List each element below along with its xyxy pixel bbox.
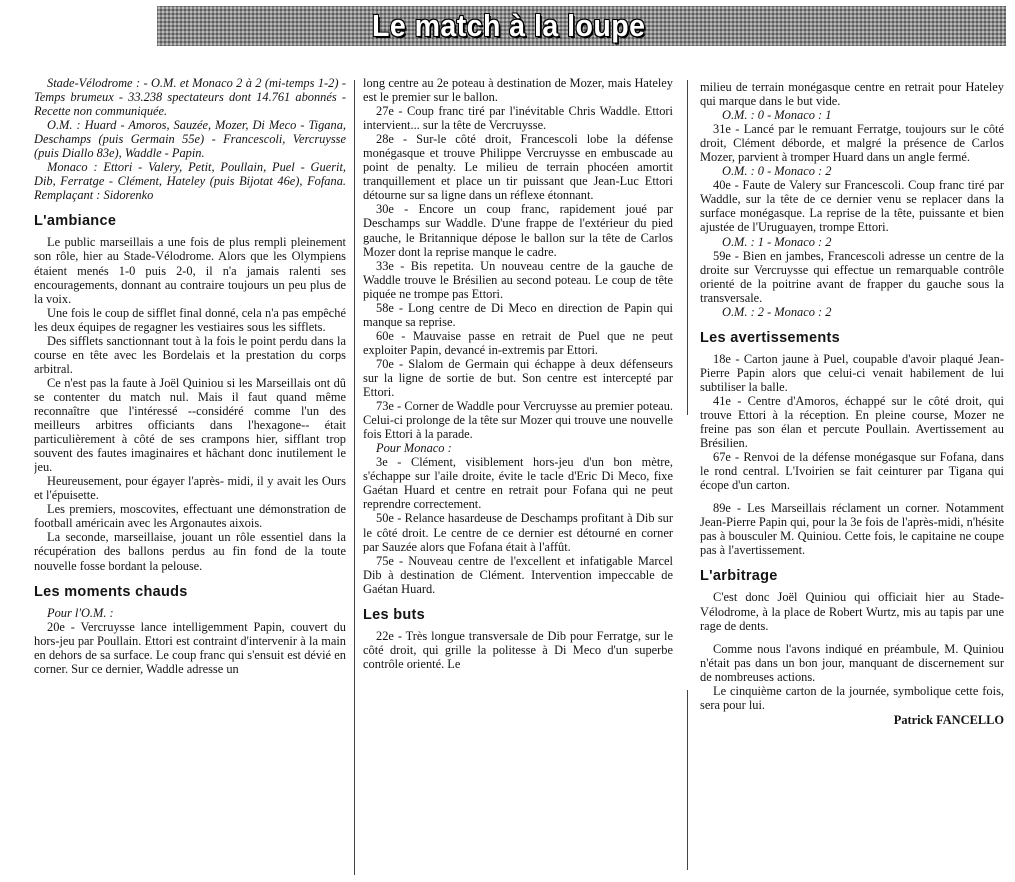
paragraph: 67e - Renvoi de la défense monégasque sur Fofana, dans le rond central. L'Ivoirien se fait ceinturer par Tigana qui écope d'un carton. — [700, 450, 1004, 493]
column-2 — [363, 76, 673, 876]
paragraph: C'est donc Joël Quiniou qui officiait hier au Stade-Vélodrome, à la place de Robert Wurtz, mis au tapis par une rage de dents. — [700, 590, 1004, 633]
subheading: Pour Monaco : — [376, 441, 452, 456]
paragraph: Les premiers, moscovites, effectuant une démonstration de football américain avec les Argonautes aixois. — [34, 502, 346, 531]
score-line: O.M. : 0 - Monaco : 2 — [722, 164, 832, 179]
paragraph: 31e - Lancé par le remuant Ferratge, toujours sur le côté droit, Clément déborde, et malgré la présence de Carlos Mozer, parvient à tromper Huard dans un angle fermé. — [700, 122, 1004, 165]
paragraph: 60e - Mauvaise passe en retrait de Puel que ne peut exploiter Papin, devancé in-extremis par Ettori. — [363, 328, 673, 357]
paragraph: 18e - Carton jaune à Puel, coupable d'avoir plaqué Jean-Pierre Papin alors que celui-ci venait habilement de lui subtiliser la balle. — [700, 351, 1004, 394]
paragraph: 58e - Long centre de Di Meco en direction de Papin qui manque sa reprise. — [363, 300, 673, 329]
paragraph: Le cinquième carton de la journée, symbolique cette fois, sera pour lui. — [700, 683, 1004, 712]
paragraph: La seconde, marseillaise, jouant un rôle essentiel dans la récupération des ballons perdus au fin fond de la toute nouvelle fosse bordant la pelouse. — [34, 530, 346, 573]
column-divider — [687, 690, 688, 870]
paragraph: 73e - Corner de Waddle pour Vercruysse au premier poteau. Celui-ci prolonge de la tête sur Mozer qui trouve une nouvelle fois Ettori à la parade. — [363, 399, 673, 442]
paragraph: 89e - Les Marseillais réclament un corner. Notamment Jean-Pierre Papin qui, pour la 3e fois de l'après-midi, n'hésite pas à bousculer M. Quiniou. Cette fois, le capitaine ne coupe pas à l'avertissement. — [700, 501, 1004, 558]
paragraph: milieu de terrain monégasque centre en retrait pour Hateley qui marque dans le but vide. — [700, 80, 1004, 109]
paragraph: 3e - Clément, visiblement hors-jeu d'un bon mètre, s'échappe sur l'aile droite, évite le tacle d'Eric Di Meco, fixe Gaétan Huard et centre en retrait pour Fofana qui ne peut reprendre correctement. — [363, 455, 673, 512]
column-divider — [354, 80, 355, 875]
paragraph: 27e - Coup franc tiré par l'inévitable Chris Waddle. Ettori intervient... sur la tête de Vercruysse. — [363, 104, 673, 133]
section-heading-avertissements: Les avertissements — [700, 329, 841, 346]
paragraph: long centre au 2e poteau à destination de Mozer, mais Hateley est le premier sur le ballon. — [363, 76, 673, 105]
score-line: O.M. : 1 - Monaco : 2 — [722, 234, 832, 249]
column-3 — [700, 80, 1004, 876]
section-heading-moments: Les moments chauds — [34, 583, 188, 600]
paragraph: Une fois le coup de sifflet final donné, cela n'a pas empêché les deux équipes de regagner les vestiaires sous les sifflets. — [34, 305, 346, 334]
paragraph: 22e - Très longue transversale de Dib pour Ferratge, sur le côté droit, qui grille la politesse à Di Meco d'un superbe contrôle orienté. Le — [363, 628, 673, 671]
column-divider — [687, 80, 688, 415]
paragraph: Heureusement, pour égayer l'après- midi, il y avait les Ours et l'épuisette. — [34, 474, 346, 503]
om-lineup: O.M. : Huard - Amoros, Sauzée, Mozer, Di Meco - Tigana, Deschamps (puis Germain 55e) - Francescoli, Vercruysse (puis Diallo 83e), Waddle - Papin. — [34, 118, 346, 161]
title-banner — [157, 6, 1006, 46]
paragraph: Comme nous l'avons indiqué en préambule, M. Quiniou n'était pas dans un bon jour, manquant de discernement sur de nombreuses actions. — [700, 641, 1004, 684]
paragraph: 40e - Faute de Valery sur Francescoli. Coup franc tiré par Waddle, sur la tête de ce dernier venu se replacer dans la surface monégasque. La reprise de la tête, puissante et bien ajustée de l'Uruguayen, trompe Ettori. — [700, 178, 1004, 235]
section-heading-ambiance: L'ambiance — [34, 213, 117, 230]
paragraph: Le public marseillais a une fois de plus rempli pleinement son rôle, hier au Stade-Vélodrome. Alors que les Olympiens étaient menés 1-0 puis 2-0, il n'a jamais ralenti ses encouragements, donnant au contraire toujours un peu plus de la voix. — [34, 235, 346, 306]
paragraph: Des sifflets sanctionnant tout à la fois le point perdu dans la course en tête avec les Bordelais et la prestation du corps arbitral. — [34, 333, 346, 376]
section-heading-arbitrage: L'arbitrage — [700, 568, 778, 585]
monaco-lineup: Monaco : Ettori - Valery, Petit, Poullain, Puel - Guerit, Dib, Ferratge - Clément, Hateley (puis Bijotat 46e), Fofana. Remplaçant : Sidorenko — [34, 160, 346, 203]
paragraph: 28e - Sur-le côté droit, Francescoli lobe la défense monégasque et trouve Philippe Vercruysse en embuscade au point de penalty. Le milieu de terrain phocéen amortit tranquillement et place un tir puissant que Jean-Luc Ettori détourne sur sa ligne dans un réflexe étonnant. — [363, 132, 673, 203]
paragraph: 75e - Nouveau centre de l'excellent et infatigable Marcel Dib à destination de Clément. Intervention impeccable de Gaétan Huard. — [363, 553, 673, 596]
paragraph: Ce n'est pas la faute à Joël Quiniou si les Marseillais ont dû se contenter du match nul. Mais il faut quand même reconnaître que l'intéressé --considéré comme l'un des meilleurs arbitres officiants dans l'hexagone-- était particulièrement à côté de ses crampons hier, sifflant trop souvent des fautes imaginaires et hâchant donc inutilement le jeu. — [34, 375, 346, 475]
article-title: Le match à la loupe — [372, 8, 646, 43]
score-line: O.M. : 0 - Monaco : 1 — [722, 108, 832, 123]
paragraph: 30e - Encore un coup franc, rapidement joué par Deschamps sur Waddle. D'une frappe de l'extérieur du pied gauche, le Britannique dépose le ballon sur la tête de Carlos Mozer dont la reprise manque le cadre. — [363, 202, 673, 259]
paragraph: 41e - Centre d'Amoros, échappé sur le côté droit, qui trouve Ettori à la réception. En pleine course, Mozer ne freine pas son élan et percute Poullain. Avertissement au Brésilien. — [700, 393, 1004, 451]
match-info: Stade-Vélodrome : - O.M. et Monaco 2 à 2 (mi-temps 1-2) - Temps brumeux - 33.238 spectateurs dont 14.761 abonnés - Recette non communiquée. — [34, 76, 346, 119]
author-signature: Patrick FANCELLO — [893, 712, 1004, 727]
score-line: O.M. : 2 - Monaco : 2 — [722, 304, 832, 319]
paragraph: 20e - Vercruysse lance intelligemment Papin, couvert du hors-jeu par Poullain. Ettori est contraint d'intervenir à la main en dehors de sa surface. Le coup franc qui s'ensuit est dévié en corner. Sur ce dernier, Waddle adresse un — [34, 619, 346, 676]
column-1 — [34, 76, 346, 876]
paragraph: 50e - Relance hasardeuse de Deschamps profitant à Dib sur le côté droit. Le centre de ce dernier est détourné en corner par Sauzée alors que Fofana était à l'affût. — [363, 511, 673, 554]
paragraph: 33e - Bis repetita. Un nouveau centre de la gauche de Waddle trouve le Brésilien au second poteau. Le coup de tête piquée ne trompe pas Ettori. — [363, 258, 673, 301]
paragraph: 70e - Slalom de Germain qui échappe à deux défenseurs sur la ligne de sortie de but. Son centre est intercepté par Ettori. — [363, 356, 673, 400]
paragraph: 59e - Bien en jambes, Francescoli adresse un centre de la droite sur Vercruysse qui effectue un remarquable contrôle orienté de la poitrine avant de frapper du gauche sous la transversale. — [700, 248, 1004, 305]
subheading: Pour l'O.M. : — [47, 605, 114, 620]
section-heading-buts: Les buts — [363, 606, 426, 623]
